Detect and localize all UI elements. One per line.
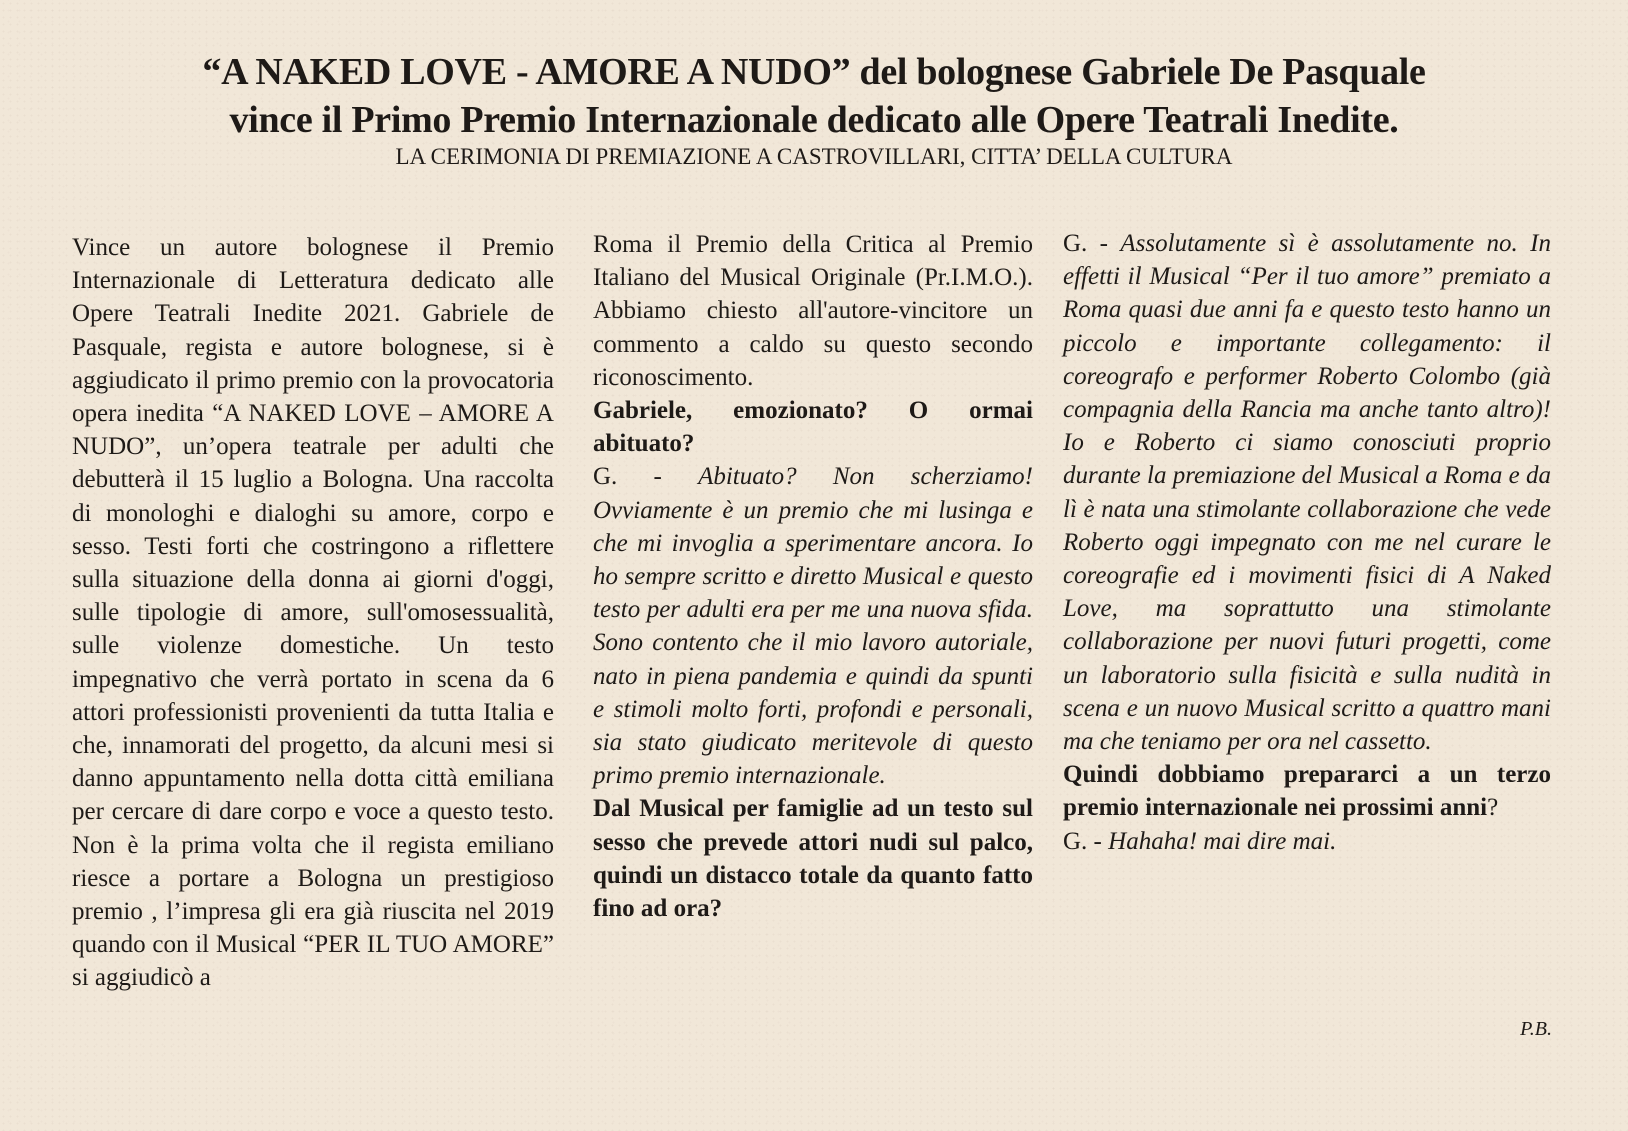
article-column-3 bbox=[1063, 227, 1551, 858]
headline-line-1: “A NAKED LOVE - AMORE A NUDO” del bolognese Gabriele De Pasquale bbox=[202, 51, 1426, 93]
speaker-prefix: G. - bbox=[593, 463, 699, 491]
author-signature: P.B. bbox=[1520, 1018, 1552, 1040]
interview-question-2: Dal Musical per famiglie ad un testo sul sesso che prevede attori nudi sul palco, quindi un distacco totale da quanto fatto fino ad ora? bbox=[593, 795, 1033, 923]
answer-text: Abituato? Non scherziamo! Ovviamente è un premio che mi lusinga e che mi invoglia a sperimentare ancora. Io ho sempre scritto e diretto Musical e questo testo per adulti era per me una nuova sfida. Sono contento che il mio lavoro autoriale, nato in piena pandemia e quindi da spunti e stimoli molto forti, profondi e personali, sia stato giudicato meritevole di questo primo premio internazionale. bbox=[593, 463, 1033, 790]
interview-answer-2 bbox=[1063, 227, 1551, 758]
answer-text: Assolutamente sì è assolutamente no. In effetti il Musical “Per il tuo amore” premiato a Roma quasi due anni fa e questo testo hanno un piccolo e importante collegamento: il coreografo e performer Roberto Colombo (già compagnia della Rancia ma anche tanto altro)! Io e Roberto ci siamo conosciuti proprio durante la premiazione del Musical a Roma e da lì è nata una stimolante collaborazione che vede Roberto oggi impegnato con me nel curare le coreografie ed i movimenti fisici di A Naked Love, ma soprattutto una stimolante collaborazione per nuovi futuri progetti, come un laboratorio sulla fisicità e sulla nudità in scena e un nuovo Musical scritto a quattro mani ma che teniamo per ora nel cassetto. bbox=[1063, 230, 1551, 756]
headline-line-2: vince il Primo Premio Internazionale dedicato alle Opere Teatrali Inedite. bbox=[229, 99, 1399, 141]
body-paragraph: Vince un autore bolognese il Premio Internazionale di Letteratura dedicato alle Opere Teatrali Inedite 2021. Gabriele de Pasquale, regista e autore bolognese, si è aggiudicato il primo premio con la provocatoria opera inedita “A NAKED LOVE – AMORE A NUDO”, un’opera teatrale per adulti che debutterà il 15 luglio a Bologna. Una raccolta di monologhi e dialoghi su amore, corpo e sesso. Testi forti che costringono a riflettere sulla situazione della donna ai giorni d'oggi, sulle tipologie di amore, sull'omosessualità, sulle violenze domestiche. Un testo impegnativo che verrà portato in scena da 6 attori professionisti provenienti da tutta Italia e che, innamorati del progetto, da alcuni mesi si danno appuntamento nella dotta città emiliana per cercare di dare corpo e voce a questo testo. Non è la prima volta che il regista emiliano riesce a portare a Bologna un prestigioso premio , l’impresa gli era già riuscita nel 2019 quando con il Musical “PER IL TUO AMORE” si aggiudicò a bbox=[72, 234, 554, 992]
speaker-prefix: G. - bbox=[1063, 230, 1121, 257]
body-paragraph: Roma il Premio della Critica al Premio Italiano del Musical Originale (Pr.I.M.O.). Abbiamo chiesto all'autore-vincitore un commento a caldo su questo secondo riconoscimento. bbox=[593, 231, 1033, 391]
interview-answer-1 bbox=[593, 460, 1033, 792]
interview-question-1: Gabriele, emozionato? O ormai abituato? bbox=[593, 397, 1033, 458]
interview-question-3 bbox=[1063, 758, 1551, 824]
interview-answer-3 bbox=[1063, 825, 1551, 858]
question-text: Quindi dobbiamo prepararci a un terzo premio internazionale nei prossimi anni bbox=[1063, 761, 1551, 822]
answer-text: Hahaha! mai dire mai. bbox=[1108, 827, 1337, 855]
speaker-prefix: G. - bbox=[1063, 827, 1109, 855]
subheadline: LA CERIMONIA DI PREMIAZIONE A CASTROVILLARI, CITTA’ DELLA CULTURA bbox=[395, 144, 1233, 169]
question-mark: ? bbox=[1487, 794, 1499, 822]
article-column-2 bbox=[593, 228, 1033, 925]
article-column-1 bbox=[72, 231, 554, 995]
headline bbox=[60, 48, 1568, 144]
